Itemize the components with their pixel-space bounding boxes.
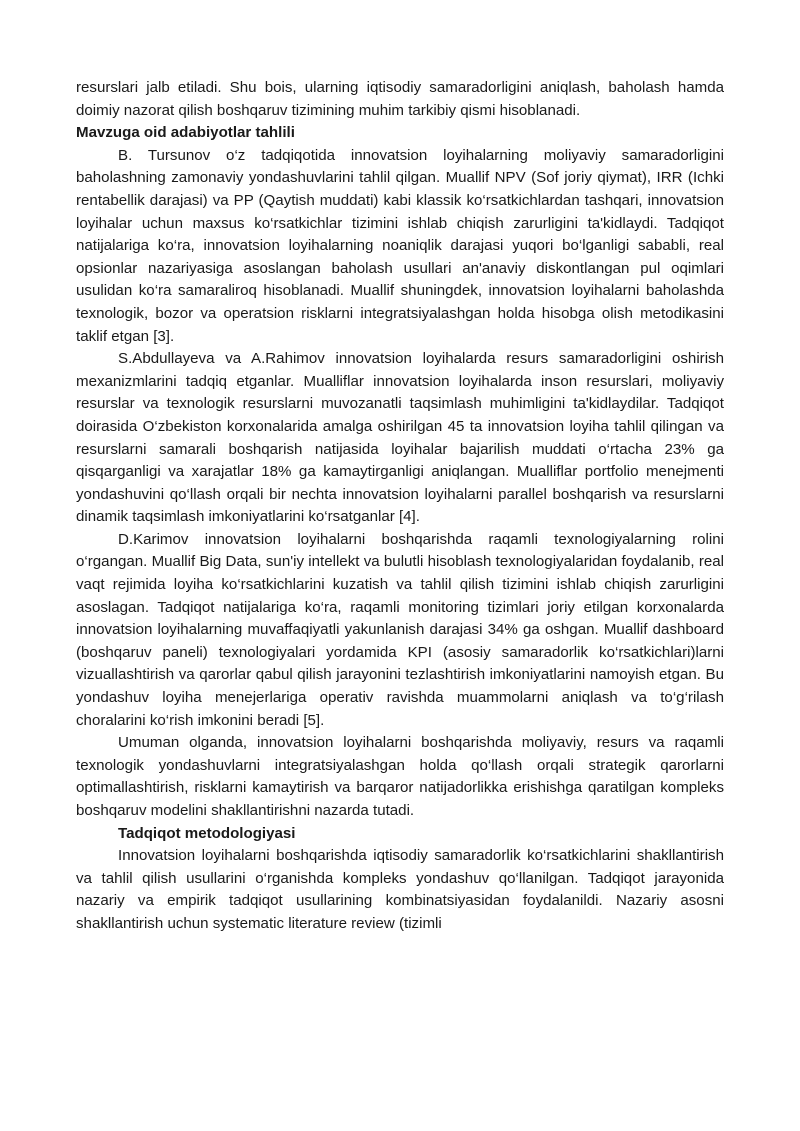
paragraph-karimov: D.Karimov innovatsion loyihalarni boshqarishda raqamli texnologiyalarning rolini o‘rgangan. Muallif Big Data, sun'iy intellekt va bulutli hisoblash texnologiyalaridan foydalanib, real vaqt rejimida loyiha ko‘rsatkichlarini kuzatish va tahlil qilish tizimini ishlab chiqish zarurligini asoslagan. Tadqiqot natijalariga ko‘ra, raqamli monitoring tizimlari joriy etilgan korxonalarda innovatsion loyihalarning muvaffaqiyatli yakunlanish darajasi 34% ga oshgan. Muallif dashboard (boshqaruv paneli) texnologiyalari yordamida KPI (asosiy samaradorlik ko‘rsatkichlari)larni vizuallashtirish va qarorlar qabul qilish jarayonini tezlashtirish imkoniyatlarini namoyish etgan. Bu yondashuv loyiha menejerlariga operativ ravishda muammolarni aniqlash va to‘g‘rilash choralarini ko‘rish imkonini beradi [5]. [76, 530, 724, 729]
section-heading-literature-review: Mavzuga oid adabiyotlar tahlili [76, 124, 295, 142]
paragraph-methodology: Innovatsion loyihalarni boshqarishda iqtisodiy samaradorlik ko‘rsatkichlarini shakllantirish va tahlil qilish usullarini o‘rganishda kompleks yondashuv qo‘llanilgan. Tadqiqot jarayonida nazariy va empirik tadqiqot usullarining kombinatsiyasidan foydalanildi. Nazariy asosni shakllantirish uchun systematic literature review (tizimli [76, 847, 724, 932]
section-heading-methodology: Tadqiqot metodologiyasi [118, 824, 296, 842]
paragraph-summary: Umuman olganda, innovatsion loyihalarni boshqarishda moliyaviy, resurs va raqamli texnologik yondashuvlarni integratsiyalashgan holda qo‘llash orqali strategik qarorlarni optimallashtirish, risklarni kamaytirish va barqaror natijadorlikka erishishga qaratilgan kompleks boshqaruv modelini shakllantirishni nazarda tutadi. [76, 734, 724, 819]
paragraph-abdullayeva-rahimov: S.Abdullayeva va A.Rahimov innovatsion loyihalarda resurs samaradorligini oshirish mexanizmlarini tadqiq etganlar. Mualliflar innovatsion loyihalarda inson resurslari, moliyaviy resurslar va texnologik resurslarni muvozanatli taqsimlash muhimligini ta'kidlaydilar. Tadqiqot doirasida O‘zbekiston korxonalarida amalga oshirilgan 45 ta innovatsion loyiha tahlil qilingan va resurslarni samarali boshqarish natijasida loyihalar bajarilish muddati o‘rtacha 23% ga qisqarganligi va xarajatlar 18% ga kamaytirganligi aniqlangan. Mualliflar portfolio menejmenti yondashuvini qo‘llash orqali bir nechta innovatsion loyihalarni parallel boshqarish va resurslarni dinamik taqsimlash imkoniyatlarini ko‘rsatganlar [4]. [76, 350, 724, 526]
paragraph-tursunov: B. Tursunov o‘z tadqiqotida innovatsion loyihalarning moliyaviy samaradorligini baholashning zamonaviy yondashuvlarini tahlil qilgan. Muallif NPV (Sof joriy qiymat), IRR (Ichki rentabellik darajasi) va PP (Qaytish muddati) kabi klassik ko‘rsatkichlardan tashqari, innovatsion loyihalar uchun maxsus ko‘rsatkichlar tizimini ishlab chiqish zarurligini ta'kidlaydi. Tadqiqot natijalariga ko‘ra, innovatsion loyihalarning noaniqlik darajasi yuqori bo‘lganligi sababli, real opsionlar nazariyasiga asoslangan baholash usullari an'anaviy diskontlangan pul oqimlari usulidan ko‘ra samaraliroq hisoblanadi. Muallif shuningdek, innovatsion loyihalarni baholashda texnologik, bozor va operatsion risklarni integratsiyalashgan holda hisobga olish metodikasini taklif etgan [3]. [76, 146, 724, 345]
document-body [76, 77, 724, 936]
paragraph-intro-continuation: resurslari jalb etiladi. Shu bois, ularning iqtisodiy samaradorligini aniqlash, baholash hamda doimiy nazorat qilish boshqaruv tizimining muhim tarkibiy qismi hisoblanadi. [76, 79, 724, 119]
